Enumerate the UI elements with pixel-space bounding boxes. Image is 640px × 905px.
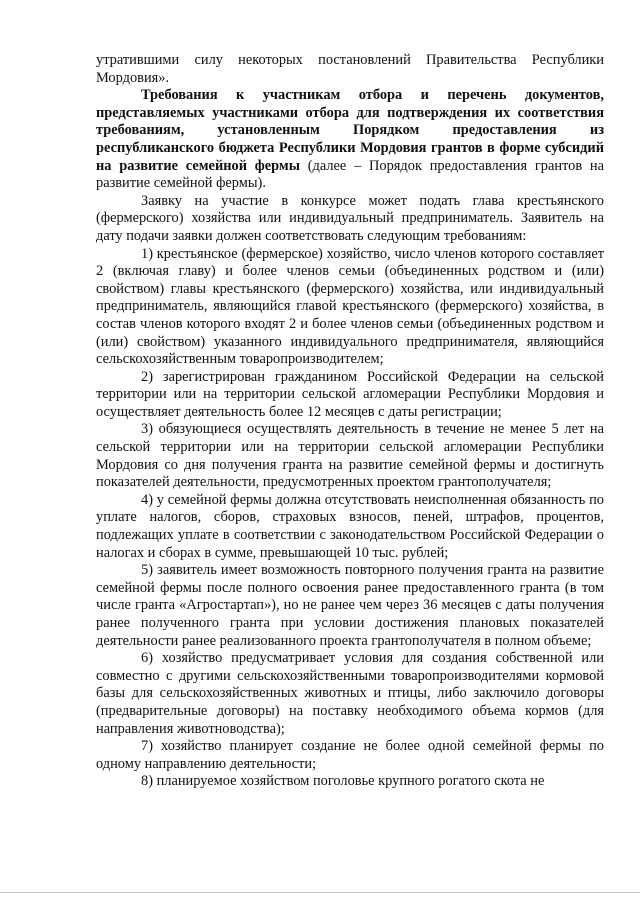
- intro-paragraph: Заявку на участие в конкурсе может подать глава крестьянского (фермерского) хозяйства или индивидуальный предприниматель. Заявитель на дату подачи заявки должен соответствовать следующим требованиям:: [96, 192, 604, 244]
- requirement-item-5: 5) заявитель имеет возможность повторного получения гранта на развитие семейной фермы после полного освоения ранее предоставленного гранта (в том числе гранта «Агростартап»), но не ранее чем через 36 месяцев с даты получения ранее полученного гранта при условии достижения плановых показателей деятельности ранее реализованного проекта грантополучателя в полном объеме;: [96, 562, 604, 649]
- requirement-item-6: 6) хозяйство предусматривает условия для создания собственной или совместно с другими сельскохозяйственными товаропроизводителями кормовой базы для сельскохозяйственных животных и птицы, либо заключило договоры (предварительные договоры) на поставку необходимого объема кормов (для направления животноводства);: [96, 650, 604, 737]
- document-page: [96, 52, 604, 791]
- requirement-item-3: 3) обязующиеся осуществлять деятельность в течение не менее 5 лет на сельской территории или на территории сельской агломерации Республики Мордовия со дня получения гранта на развитие семейной фермы и достигнуть показателей деятельности, предусмотренных проектом грантополучателя;: [96, 421, 604, 491]
- heading-regular-text: (далее – Порядок предоставления грантов на развитие семейной фермы).: [96, 157, 604, 192]
- requirement-item-2: 2) зарегистрирован гражданином Российской Федерации на сельской территории или на территории сельской агломерации Республики Мордовия и осуществляет деятельность более 12 месяцев с даты регистрации;: [96, 368, 604, 420]
- requirement-item-7: 7) хозяйство планирует создание не более одной семейной фермы по одному направлению деятельности;: [96, 738, 604, 772]
- requirements-heading: [96, 87, 604, 193]
- lead-paragraph: утратившими силу некоторых постановлений Правительства Республики Мордовия».: [96, 52, 604, 86]
- requirement-item-1: 1) крестьянское (фермерское) хозяйство, число членов которого составляет 2 (включая главу) и более членов семьи (объединенных родством и (или) свойством) главы крестьянского (фермерского) хозяйства, или индивидуальный предприниматель, являющийся главой крестьянского (фермерского) хозяйства, в состав членов которого входят 2 и более членов семьи (объединенных родством и (или) свойством) указанного индивидуального предпринимателя, являющийся сельскохозяйственным товаропроизводителем;: [96, 245, 604, 368]
- scan-edge-line: [0, 892, 640, 893]
- heading-bold-text: Требования к участникам отбора и перечень документов, представляемых участниками отбора для подтверждения их соответствия требованиям, установленным Порядком предоставления из республиканского бюджета Республики Мордовия грантов в форме субсидий на развитие семейной фермы: [96, 87, 604, 174]
- requirement-item-8: 8) планируемое хозяйством поголовье крупного рогатого скота не: [141, 773, 545, 790]
- requirement-item-4: 4) у семейной фермы должна отсутствовать неисполненная обязанность по уплате налогов, сборов, страховых взносов, пеней, штрафов, процентов, подлежащих уплате в соответствии с законодательством Российской Федерации о налогах и сборах в сумме, превышающей 10 тыс. рублей;: [96, 491, 604, 561]
